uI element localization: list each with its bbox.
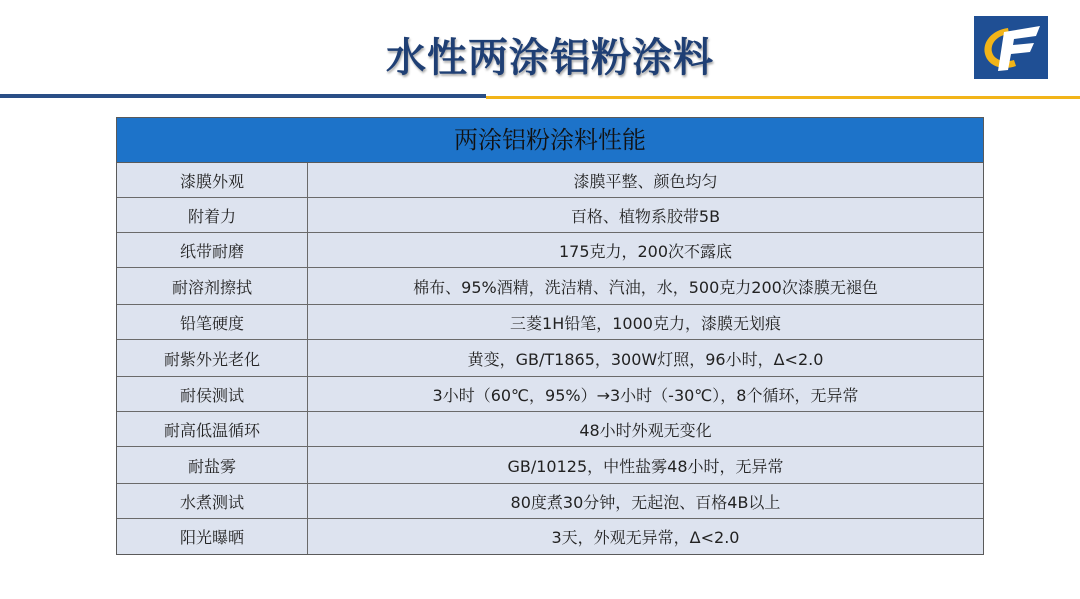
table-row [117,305,983,340]
property-name: 水煮测试 [117,484,308,518]
property-value: 漆膜平整、颜色均匀 [573,171,718,191]
table-row [117,447,983,484]
table-row [117,163,983,198]
property-name: 阳光曝晒 [117,519,308,554]
title-rule-blue [0,94,486,98]
property-value: 百格、植物系胶带5B [570,206,721,226]
property-value: GB/10125，中性盐雾48小时，无异常 [507,456,784,476]
property-value: 黄变，GB/T1865，300W灯照，96小时，Δ<2.0 [467,349,824,369]
property-name: 耐盐雾 [117,447,308,483]
table-row [117,268,983,305]
table-row [117,233,983,268]
property-value: 80度煮30分钟，无起泡、百格4B以上 [510,492,781,512]
property-name: 耐侯测试 [117,377,308,411]
property-name: 铅笔硬度 [117,305,308,339]
company-logo [974,16,1048,79]
property-value: 175克力，200次不露底 [558,241,733,261]
table-row [117,198,983,233]
property-value: 棉布、95%酒精，洗洁精、汽油，水，500克力200次漆膜无褪色 [413,277,878,297]
slide-title: 水性两涂铝粉涂料 [386,35,714,81]
property-value: 三菱1H铅笔，1000克力，漆膜无划痕 [510,313,781,333]
company-cf-logo-icon [974,16,1048,79]
property-name: 纸带耐磨 [117,233,308,267]
table-row [117,484,983,519]
property-value: 3小时（60℃，95%）→3小时（-30℃），8个循环，无异常 [432,385,859,405]
table-row [117,377,983,412]
table-row [117,340,983,377]
table-row [117,412,983,447]
property-name: 附着力 [117,198,308,232]
table-header: 两涂铝粉涂料性能 [117,118,983,163]
property-name: 耐紫外光老化 [117,340,308,376]
property-value: 3天，外观无异常，Δ<2.0 [551,528,740,547]
property-name: 耐溶剂擦拭 [117,268,308,304]
property-name: 耐高低温循环 [117,412,308,446]
table-row [117,519,983,554]
property-name: 漆膜外观 [117,163,308,197]
title-rule-gold [486,96,1080,99]
property-value: 48小时外观无变化 [579,420,712,440]
performance-table [116,117,984,555]
